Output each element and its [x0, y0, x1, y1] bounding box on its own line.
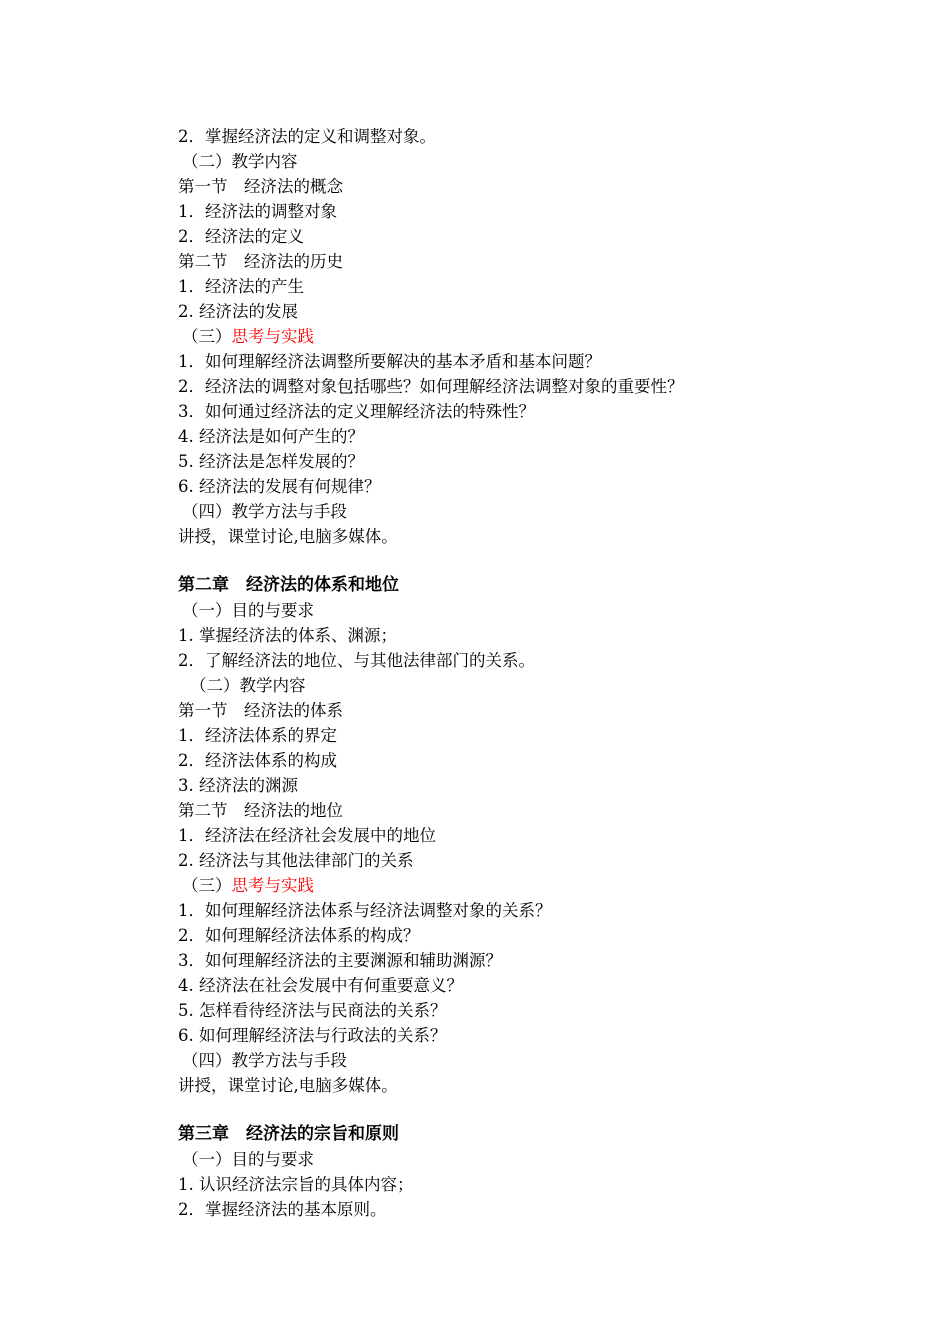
ch1-section1-item: 1．经济法的调整对象 [178, 202, 337, 221]
ch2-section1-item: 2．经济法体系的构成 [178, 751, 337, 770]
ch1-practice-item: 2．经济法的调整对象包括哪些？如何理解经济法调整对象的重要性？ [178, 377, 684, 396]
ch2-method-heading: （四）教学方法与手段 [182, 1051, 347, 1070]
ch3-title: 第三章 经济法的宗旨和原则 [178, 1124, 399, 1144]
ch2-practice-item: 4. 经济法在社会发展中有何重要意义？ [178, 976, 463, 995]
ch1-method-text: 讲授，课堂讨论,电脑多媒体。 [178, 527, 398, 546]
ch1-goal-item-2: 2．掌握经济法的定义和调整对象。 [178, 127, 436, 146]
ch1-practice-item: 1．如何理解经济法调整所要解决的基本矛盾和基本问题？ [178, 352, 601, 371]
chapter-spacer [178, 1098, 798, 1122]
ch3-goal-item: 1. 认识经济法宗旨的具体内容； [178, 1175, 414, 1194]
ch2-goal-heading: （一）目的与要求 [182, 601, 314, 620]
ch2-section2-item: 1．经济法在经济社会发展中的地位 [178, 826, 436, 845]
ch2-content-heading: （二）教学内容 [190, 676, 306, 695]
ch2-section1-item: 3. 经济法的渊源 [178, 776, 298, 795]
ch3-goal-item: 2．掌握经济法的基本原则。 [178, 1200, 387, 1219]
ch1-practice-item: 5. 经济法是怎样发展的？ [178, 452, 364, 471]
ch2-section1-title: 第一节 经济法的体系 [178, 701, 343, 720]
ch2-title: 第二章 经济法的体系和地位 [178, 575, 399, 595]
ch1-section1-title: 第一节 经济法的概念 [178, 177, 343, 196]
ch1-section2-item: 2. 经济法的发展 [178, 302, 298, 321]
ch2-section2-title: 第二节 经济法的地位 [178, 801, 343, 820]
ch2-method-text: 讲授，课堂讨论,电脑多媒体。 [178, 1076, 398, 1095]
ch1-section2-title: 第二节 经济法的历史 [178, 252, 343, 271]
ch2-practice-label: 思考与实践 [231, 876, 314, 895]
ch1-section2-item: 1．经济法的产生 [178, 277, 304, 296]
document-page [178, 124, 798, 1222]
ch1-content-heading: （二）教学内容 [182, 152, 298, 171]
ch2-practice-item: 5. 怎样看待经济法与民商法的关系？ [178, 1001, 447, 1020]
ch2-practice-prefix: （三） [182, 876, 232, 895]
ch2-section2-item: 2. 经济法与其他法律部门的关系 [178, 851, 414, 870]
ch2-goal-item: 2．了解经济法的地位、与其他法律部门的关系。 [178, 651, 535, 670]
ch1-practice-heading [178, 324, 798, 349]
ch1-practice-item: 4. 经济法是如何产生的？ [178, 427, 364, 446]
ch2-practice-heading [178, 873, 798, 898]
ch2-practice-item: 2．如何理解经济法体系的构成？ [178, 926, 420, 945]
ch1-practice-prefix: （三） [182, 327, 232, 346]
ch1-practice-item: 6. 经济法的发展有何规律？ [178, 477, 381, 496]
ch2-practice-item: 3．如何理解经济法的主要渊源和辅助渊源？ [178, 951, 502, 970]
ch2-goal-item: 1. 掌握经济法的体系、渊源； [178, 626, 397, 645]
ch2-section1-item: 1．经济法体系的界定 [178, 726, 337, 745]
ch1-method-heading: （四）教学方法与手段 [182, 502, 347, 521]
ch1-section1-item: 2．经济法的定义 [178, 227, 304, 246]
ch3-goal-heading: （一）目的与要求 [182, 1150, 314, 1169]
ch2-practice-item: 6. 如何理解经济法与行政法的关系？ [178, 1026, 447, 1045]
ch2-practice-item: 1．如何理解经济法体系与经济法调整对象的关系？ [178, 901, 552, 920]
ch1-practice-item: 3．如何通过经济法的定义理解经济法的特殊性？ [178, 402, 535, 421]
chapter-spacer [178, 549, 798, 573]
ch1-practice-label: 思考与实践 [231, 327, 314, 346]
